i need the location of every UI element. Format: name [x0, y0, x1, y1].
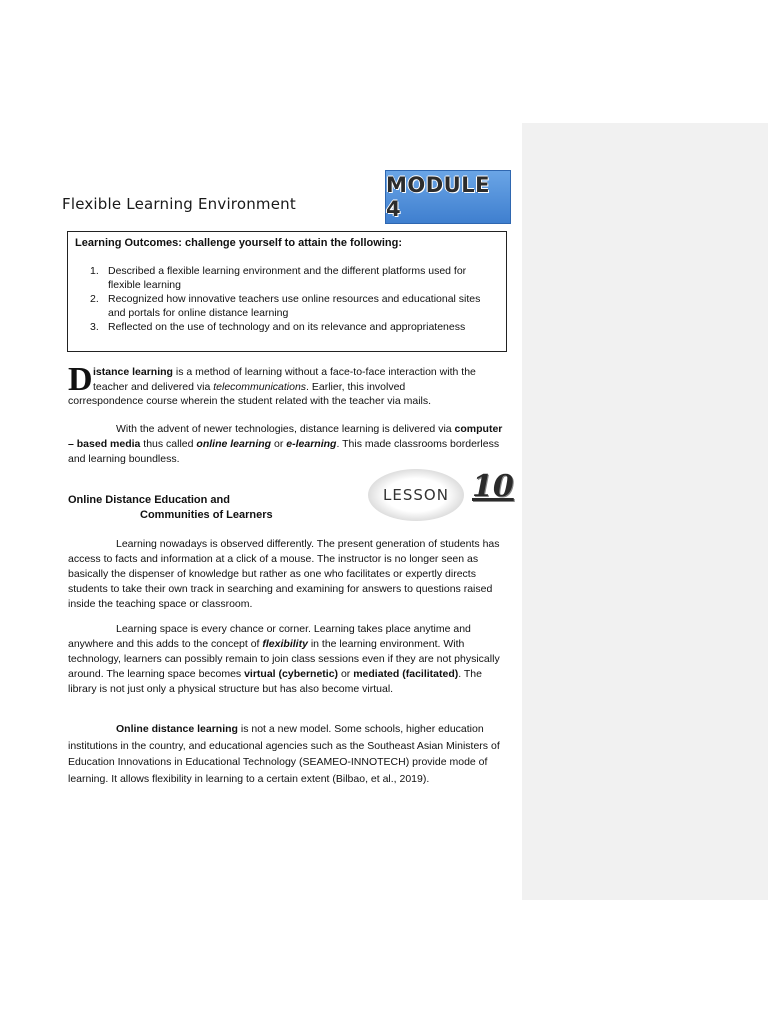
term-bold: mediated (facilitated)	[353, 668, 459, 680]
term-bold: Online distance learning	[116, 723, 238, 735]
list-text: Described a flexible learning environment and the different platforms used for flexible learning	[108, 265, 467, 291]
module-badge	[385, 170, 511, 224]
module-badge-label: MODULE 4	[386, 173, 490, 221]
paragraph-distance-learning	[93, 365, 508, 395]
term-bold: istance learning	[93, 366, 173, 378]
lesson-word: LESSON	[383, 486, 449, 504]
list-item	[90, 292, 498, 320]
term-bold: computer – based media	[68, 423, 503, 450]
lesson-oval	[368, 469, 464, 521]
paragraph-text: Learning space is every chance or corner. Learning takes place anytime and anywhere and this adds to the concept of	[68, 623, 471, 650]
paragraph-text: or	[338, 668, 354, 680]
paragraph-online-distance-learning	[68, 721, 508, 787]
term-italic: telecommunications	[213, 381, 307, 393]
lesson-number: 10	[472, 469, 514, 504]
paragraph-text: . This made classrooms borderless and learning boundless.	[68, 438, 500, 465]
paragraph-online-learning	[68, 422, 508, 467]
list-number: 2.	[90, 293, 99, 305]
paragraph-text: thus called	[140, 438, 197, 450]
paragraph-text: is a method of learning without a face-to-face interaction with the teacher and delivered via	[93, 366, 476, 393]
comment-pane	[522, 123, 768, 900]
lesson-badge	[368, 467, 514, 523]
paragraph-text: or	[271, 438, 287, 450]
list-number: 1.	[90, 265, 99, 277]
term-bold-italic: online learning	[196, 438, 272, 450]
term-bold: virtual (cybernetic)	[244, 668, 339, 680]
paragraph-text: in the learning environment. With technology, learners can possibly remain to join class sessions even if they are not physically around. The learning space becomes	[68, 638, 500, 680]
section-heading-line1: Online Distance Education and	[68, 494, 230, 506]
outcomes-list	[90, 264, 498, 334]
document-title: Flexible Learning Environment	[62, 195, 296, 213]
paragraph-distance-learning-cont: correspondence course wherein the student related with the teacher via mails.	[68, 395, 432, 407]
list-item	[90, 264, 498, 292]
learning-outcomes-box	[67, 231, 507, 352]
list-item	[90, 320, 498, 334]
list-text: Reflected on the use of technology and on its relevance and appropriateness	[108, 321, 466, 333]
drop-cap: D	[68, 361, 93, 398]
list-text: Recognized how innovative teachers use online resources and educational sites and portals for online distance learning	[108, 293, 481, 319]
outcomes-heading: Learning Outcomes: challenge yourself to attain the following:	[75, 237, 402, 249]
term-bold-italic: e-learning	[286, 438, 337, 450]
paragraph-text: . Earlier, this involved	[306, 381, 406, 393]
section-heading	[68, 493, 273, 523]
section-heading-line2: Communities of Learners	[140, 509, 273, 521]
paragraph-learning-nowadays: Learning nowadays is observed differently. The present generation of students has access to facts and information at a click of a mouse. The instructor is no longer seen as basically the dispenser of knowledge but rather as one who facilitates or expertly directs students to take their own track in searching and examining for answers to questions raised inside the teaching space or classroom.	[68, 538, 500, 610]
paragraph-text: With the advent of newer technologies, distance learning is delivered via	[116, 423, 455, 435]
paragraph-learning-space	[68, 622, 508, 697]
paragraph-text: . The library is not just only a physical structure but has also become virtual.	[68, 668, 482, 695]
term-bold-italic: flexibility	[262, 638, 308, 650]
list-number: 3.	[90, 321, 99, 333]
paragraph-text: is not a new model. Some schools, higher education institutions in the country, and educational agencies such as the Southeast Asian Ministers of Education Innovations in Educational Technology (SEAMEO-INNOTECH) provide mode of learning. It allows flexibility in learning to a certain extent (Bilbao, et al., 2019).	[68, 723, 500, 785]
